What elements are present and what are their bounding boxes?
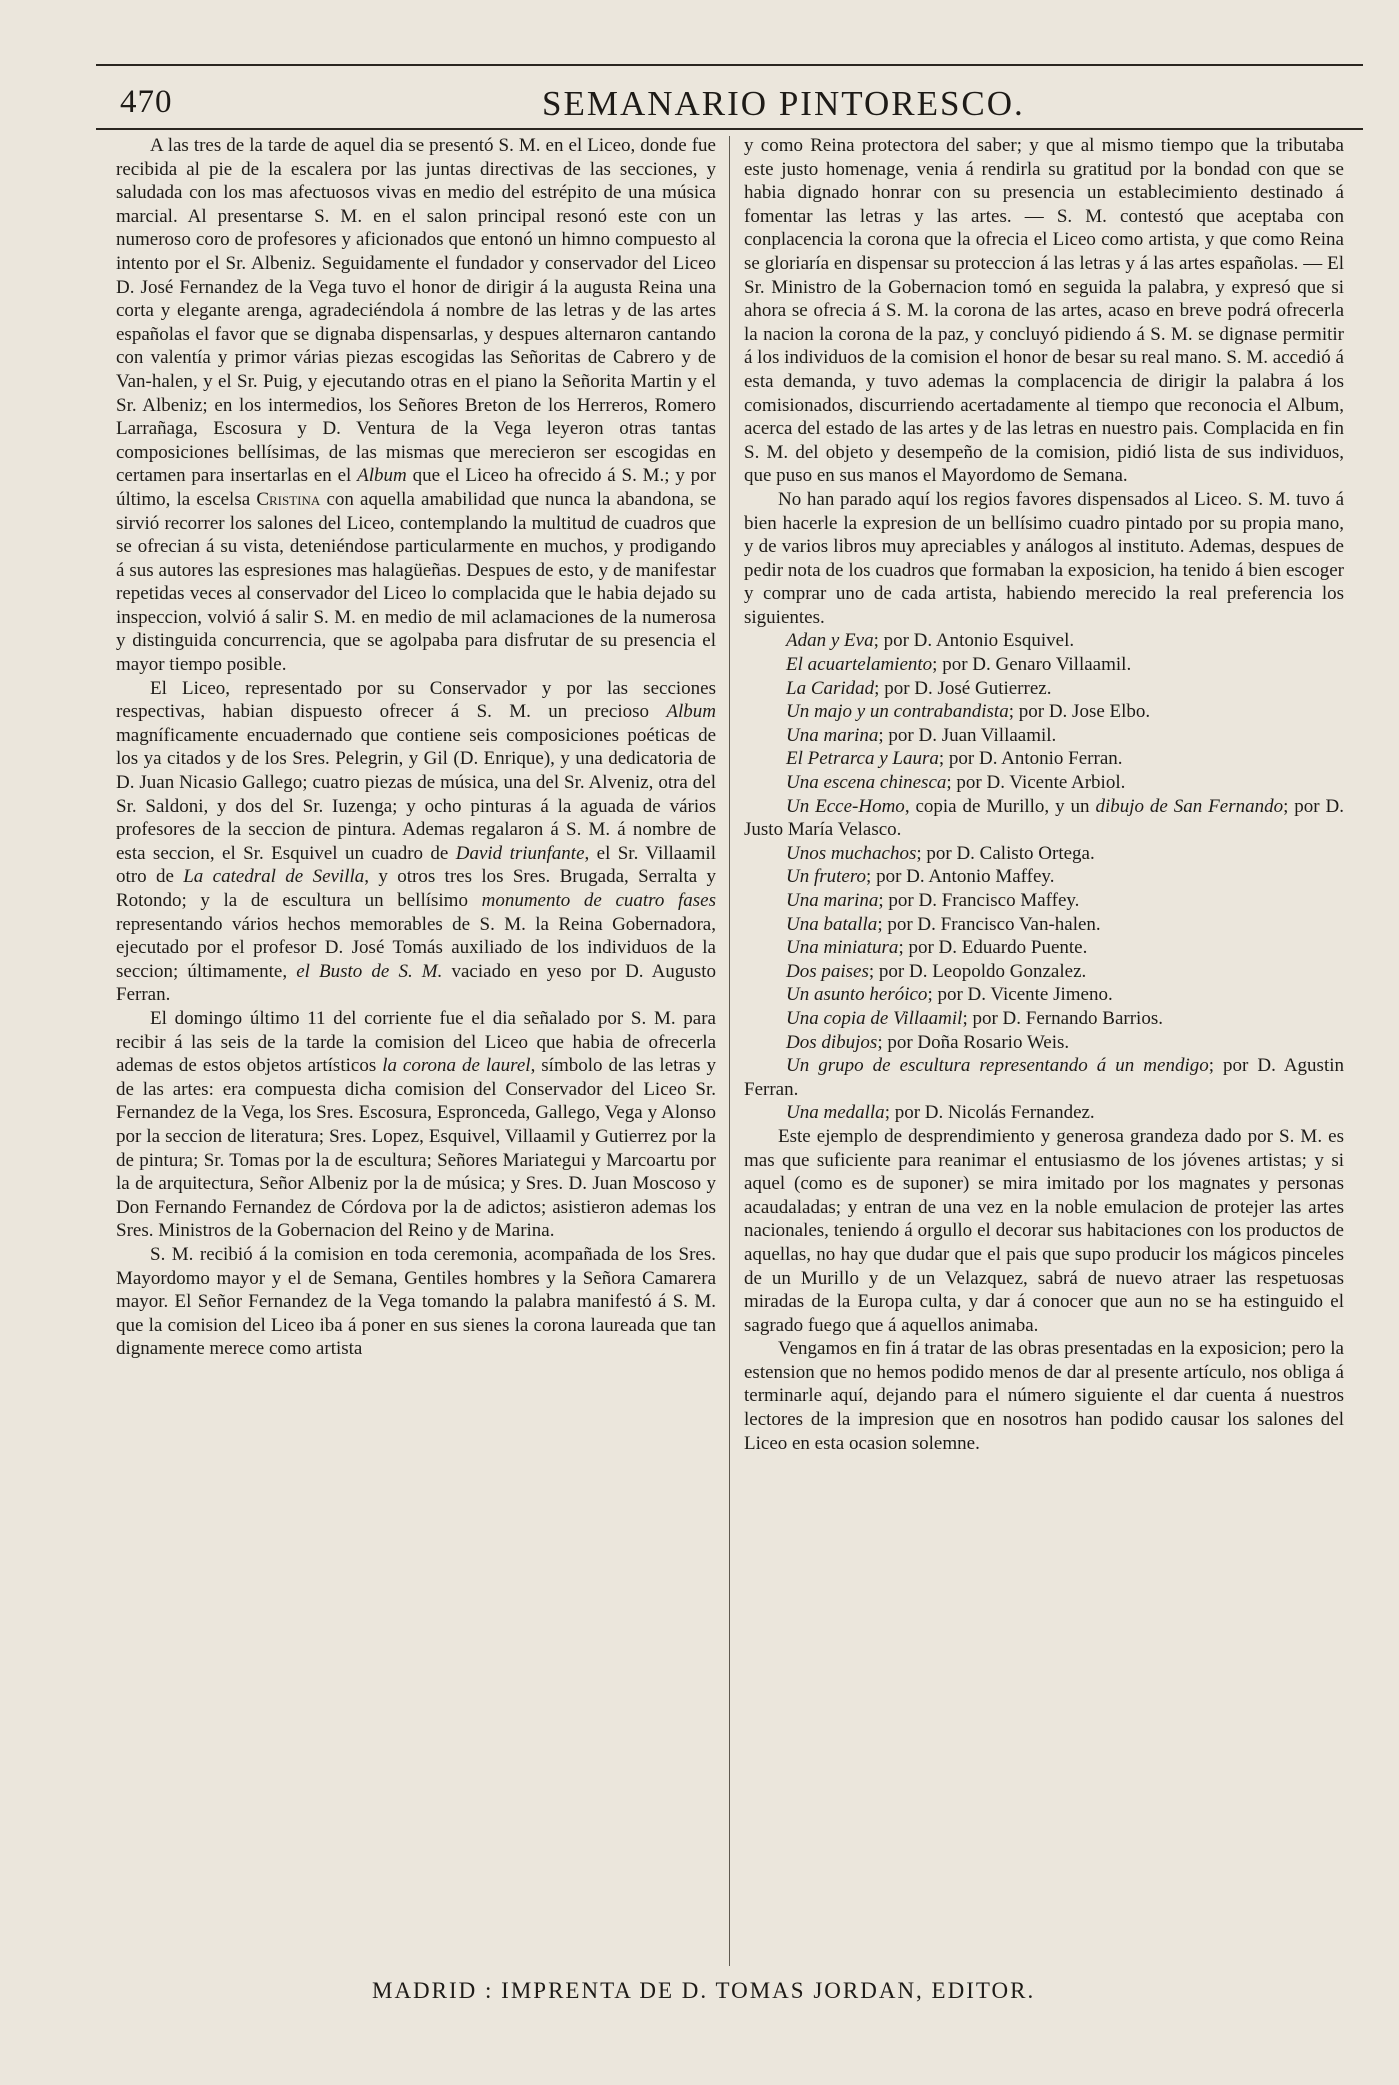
paragraph-favors [744, 488, 1344, 630]
work-author: ; por D. Jose Elbo. [1008, 701, 1151, 723]
work-author: ; por D. Vicente Arbiol. [946, 772, 1126, 794]
work-title: Adan y Eva [786, 630, 874, 652]
cristina-name: Cristina [256, 488, 321, 510]
work-title: Un majo y un contrabandista [786, 701, 1009, 723]
list-item [744, 724, 1344, 748]
top-rule [96, 64, 1363, 66]
work-author: ; por D. Francisco Maffey. [878, 890, 1080, 911]
album-text-c: , el Sr. Villaamil otro de [116, 842, 716, 888]
list-item [744, 1054, 1344, 1101]
list-item [744, 747, 1344, 771]
running-title: SEMANARIO PINTORESCO. [542, 84, 1025, 123]
album-text-a: El Liceo, representado por su Conservador y por las secciones respectivas, habian dispuesto ofrecer á S. M. un precioso [116, 677, 716, 723]
list-item [744, 629, 1344, 653]
list-item [744, 700, 1344, 724]
monumento-title: monumento de cuatro fases [481, 890, 716, 911]
catedral-title: La catedral de Sevilla [183, 866, 365, 888]
paragraph-closing [744, 1337, 1344, 1455]
work-author: ; por D. Vicente Jimeno. [927, 984, 1113, 1006]
closing-text: Vengamos en fin á tratar de las obras presentadas en la exposicion; pero la estension que no hemos podido menos de dar al presente artículo, nos obliga á terminarle aquí, dejando para el número siguiente el dar cuenta á nuestros lectores de la impresion que en nosotros han podido causar los salones del Liceo en esta ocasion solemne. [744, 1338, 1344, 1454]
paragraph-album [116, 677, 716, 1007]
list-item [744, 983, 1344, 1007]
album-title: Album [357, 465, 407, 487]
work-author: ; por D. Francisco Van-halen. [877, 913, 1101, 935]
paragraph-commission [116, 1007, 716, 1243]
work-author: ; por D. Calisto Ortega. [916, 842, 1095, 864]
paragraph-reply [744, 134, 1344, 488]
column-divider [729, 136, 730, 1966]
work-author: ; por D. José Gutierrez. [874, 677, 1052, 699]
work-title: Una medalla [786, 1102, 885, 1124]
list-item [744, 1101, 1344, 1125]
work-title: Una marina [786, 890, 879, 911]
work-author: ; por D. Justo María Velasco. [744, 795, 1345, 841]
work-author: ; por D. Antonio Esquivel. [873, 630, 1075, 652]
list-item [744, 960, 1344, 984]
album-text-b: magníficamente encuadernado que contiene seis composiciones poéticas de los ya citados y de los Sres. Pelegrin, y Gil (D. Enrique), y una dedicatoria de D. Juan Nicasio Gallego; cuatro piezas de música, una del Sr. Alveniz, otra del Sr. Saldoni, y dos del Sr. Iuzenga; y ocho pinturas á la aguada de vários profesores de la seccion de pintura. Ademas regalaron á S. M. á nombre de esta seccion, el Sr. Esquivel un cuadro de [116, 724, 716, 864]
visit-text: A las tres de la tarde de aquel dia se presentó S. M. en el Liceo, donde fue recibida al pie de la escalera por las juntas directivas de las secciones, y saludada con los mas afectuosos vivas en medio del estrépito de una música marcial. Al presentarse S. M. en el salon principal resonó este con un numeroso coro de profesores y aficionados que entonó un himno compuesto al intento por el Sr. Albeniz. Seguidamente el fundador y conservador del Liceo D. José Fernandez de la Vega tuvo el honor de dirigir á la augusta Reina una corta y elegante arenga, agradeciéndola á nombre de las letras y de las artes españolas el favor que se dignaba dispensarlas, y despues alternaron cantando con valentía y primor várias piezas escogidas las Señoritas de Cabrero y de Van-halen, y el Sr. Puig, y ejecutando otras en el piano la Señorita Martin y el Sr. Albeniz; en los intermedios, los Señores Breton de los Herreros, Romero Larrañaga, Escosura y D. Ventura de la Vega leyeron otras tantas composiciones bellísimas, de las mismas que merecieron ser escogidas en certamen para insertarlas en el [116, 135, 716, 487]
paragraph-example [744, 1125, 1344, 1337]
work-title: El Petrarca y Laura [786, 748, 939, 770]
list-item [744, 842, 1344, 866]
work-title: La Caridad [786, 677, 875, 699]
album-text-f: vaciado en yeso por D. Augusto Ferran. [116, 960, 717, 1006]
printer-imprint: MADRID : IMPRENTA DE D. TOMAS JORDAN, EDITOR. [372, 1978, 1036, 2003]
corona-title: la corona de laurel [382, 1055, 531, 1077]
visit-text-c: con aquella amabilidad que nunca la abandona, se sirvió recorrer los salones del Liceo, contemplando la multitud de cuadros que se ofrecian á su vista, deteniéndose particularmente en muchos, y prodigando á sus autores las espresiones mas halagüeñas. Despues de esto, y de manifestar repetidas veces al conservador del Liceo lo complacida que le habia dejado su inspeccion, volvió á salir S. M. en medio de mil aclamaciones de la numerosa y distinguida concurrencia, que se agolpaba para disfrutar de su presencia el mayor tiempo posible. [116, 488, 717, 676]
work-title: Un frutero [786, 866, 867, 888]
album-text-e: representando vários hechos memorables de S. M. la Reina Gobernadora, ejecutado por el profesor D. José Tomás auxiliado de los individuos de la seccion; últimamente, [116, 913, 716, 982]
work-title: Una miniatura [786, 937, 899, 959]
list-item [744, 913, 1344, 937]
work-title: Una escena chinesca [786, 772, 947, 794]
commission-text-b: , símbolo de las letras y de las artes: era compuesta dicha comision del Conservador del Liceo Sr. Fernandez de la Vega, los Sres. Escosura, Espronceda, Gallego, Vega y Alonso por la seccion de literatura; Sres. Lopez, Esquivel, Villaamil y Gutierrez por la de pintura; Sr. Tomas por la de escultura; Señores Mariategui y Marcoartu por la de arquitectura, Señor Albeniz por la de música; y Sres. D. Juan Moscoso y Don Fernando Fernandez de Córdova por la de adictos; asistieron ademas los Sres. Ministros de la Gobernacion del Reino y de Marina. [116, 1055, 717, 1242]
work-author: ; por D. Fernando Barrios. [962, 1007, 1163, 1029]
work-author: ; por D. Eduardo Puente. [898, 937, 1088, 959]
work-title: Un grupo de escultura representando á un mendigo [786, 1055, 1209, 1077]
work-author: , copia de Murillo, y un [904, 795, 1090, 817]
work-title: dibujo de San Fernando [1095, 795, 1284, 817]
work-title: Una batalla [786, 913, 878, 935]
favors-text: No han parado aquí los regios favores dispensados al Liceo. S. M. tuvo á bien hacerle la expresion de un bellísimo cuadro pintado por su propia mano, y de varios libros muy apreciables y análogos al instituto. Ademas, despues de pedir nota de los cuadros que formaban la exposicion, ha tenido á bien escoger y comprar uno de cada artista, habiendo merecido la real preferencia los siguientes. [744, 488, 1344, 628]
left-column [116, 134, 716, 1361]
commission-text-a: El domingo último 11 del corriente fue el dia señalado por S. M. para recibir á las seis de la tarde la comision del Liceo que habia de ofrecerla ademas de estos objetos artísticos [116, 1007, 716, 1077]
list-item [744, 889, 1344, 913]
work-author: ; por D. Juan Villaamil. [878, 724, 1057, 746]
work-title: Una marina [786, 724, 879, 746]
work-title: Una copia de Villaamil [786, 1007, 963, 1029]
right-column [744, 134, 1344, 1455]
paragraph-visit [116, 134, 716, 677]
work-author: ; por D. Antonio Maffey. [866, 866, 1055, 888]
visit-text-b: que el Liceo ha ofrecido á S. M.; y por último, la escelsa [116, 465, 717, 510]
work-title: El acuartelamiento [786, 654, 933, 676]
page-header [110, 70, 1365, 132]
work-author: ; por D. Antonio Ferran. [938, 748, 1123, 770]
work-title: Dos dibujos [786, 1031, 878, 1053]
works-list [744, 629, 1344, 1124]
list-item [744, 771, 1344, 795]
list-item [744, 1007, 1344, 1031]
list-item [744, 1031, 1344, 1055]
work-author: ; por D. Genaro Villaamil. [932, 654, 1132, 676]
header-rule [96, 128, 1363, 130]
work-author: ; por D. Nicolás Fernandez. [884, 1102, 1095, 1124]
album-title-2: Album [666, 701, 717, 723]
album-text-d: , y otros tres los Sres. Brugada, Serralta y Rotondo; y la de escultura un bellísimo [116, 866, 717, 911]
busto-title: el Busto de S. M. [296, 960, 443, 982]
work-title: Dos paises [786, 960, 869, 982]
list-item [744, 677, 1344, 701]
list-item [744, 936, 1344, 960]
list-item [744, 795, 1344, 842]
page-number: 470 [120, 84, 173, 120]
work-author: ; por D. Agustin Ferran. [744, 1055, 1344, 1100]
paragraph-ceremony [116, 1243, 716, 1361]
work-author: ; por D. Leopoldo Gonzalez. [868, 960, 1087, 982]
example-text: Este ejemplo de desprendimiento y generosa grandeza dado por S. M. es mas que suficiente para reanimar el entusiasmo de los jóvenes artistas; y si aquel (como es de suponer) se mira imitado por los magnates y personas acaudaladas; y entran de una vez en la noble emulacion de protejer las artes nacionales, teniendo á orgullo el decorar sus habitaciones con los productos de aquellas, no hay que dudar que el pais que supo producir los mágicos pinceles de un Murillo y de un Velazquez, sabrá de nuevo atraer las respetuosas miradas de la Europa culta, y dar á conocer que aun no se ha estinguido el sagrado fuego que á aquellos animaba. [744, 1125, 1344, 1336]
list-item [744, 653, 1344, 677]
list-item [744, 865, 1344, 889]
reply-text: y como Reina protectora del saber; y que al mismo tiempo que la tributaba este justo homenage, venia á rendirla su gratitud por la bondad con que se habia dignado honrar con su presencia un establecimiento destinado á fomentar las letras y las artes. — S. M. contestó que aceptaba con conplacencia la corona que la ofrecia el Liceo como artista, y que como Reina se gloriaría en dispensar su proteccion á las letras y á las artes españolas. — El Sr. Ministro de la Gobernacion tomó en seguida la palabra, y expresó que si ahora se ofrecia á S. M. la corona de las artes, acaso en breve podrá ofrecerla la nacion la corona de la paz, y concluyó pidiendo á S. M. se dignase permitir á los individuos de la comision el honor de besar su real mano. S. M. accedió á esta demanda, y tuvo ademas la complacencia de dirigir la palabra á los comisionados, discurriendo acertadamente al tiempo que reconocia el Album, acerca del estado de las artes y de las letras en nuestro pais. Complacida en fin S. M. del objeto y desempeño de la comision, pidió lista de sus individuos, que puso en sus manos el Mayordomo de Semana. [744, 135, 1344, 487]
ceremony-text: S. M. recibió á la comision en toda ceremonia, acompañada de los Sres. Mayordomo mayor y el de Semana, Gentiles hombres y la Señora Camarera mayor. El Señor Fernandez de la Vega tomando la palabra manifestó á S. M. que la comision del Liceo iba á poner en sus sienes la corona laureada que tan dignamente merece como artista [116, 1243, 716, 1360]
work-title: Unos muchachos [786, 842, 917, 864]
work-title: Un Ecce-Homo [786, 795, 905, 817]
work-title: Un asunto heróico [786, 984, 928, 1006]
work-author: ; por Doña Rosario Weis. [877, 1031, 1070, 1053]
david-title: David triunfante [455, 842, 585, 864]
